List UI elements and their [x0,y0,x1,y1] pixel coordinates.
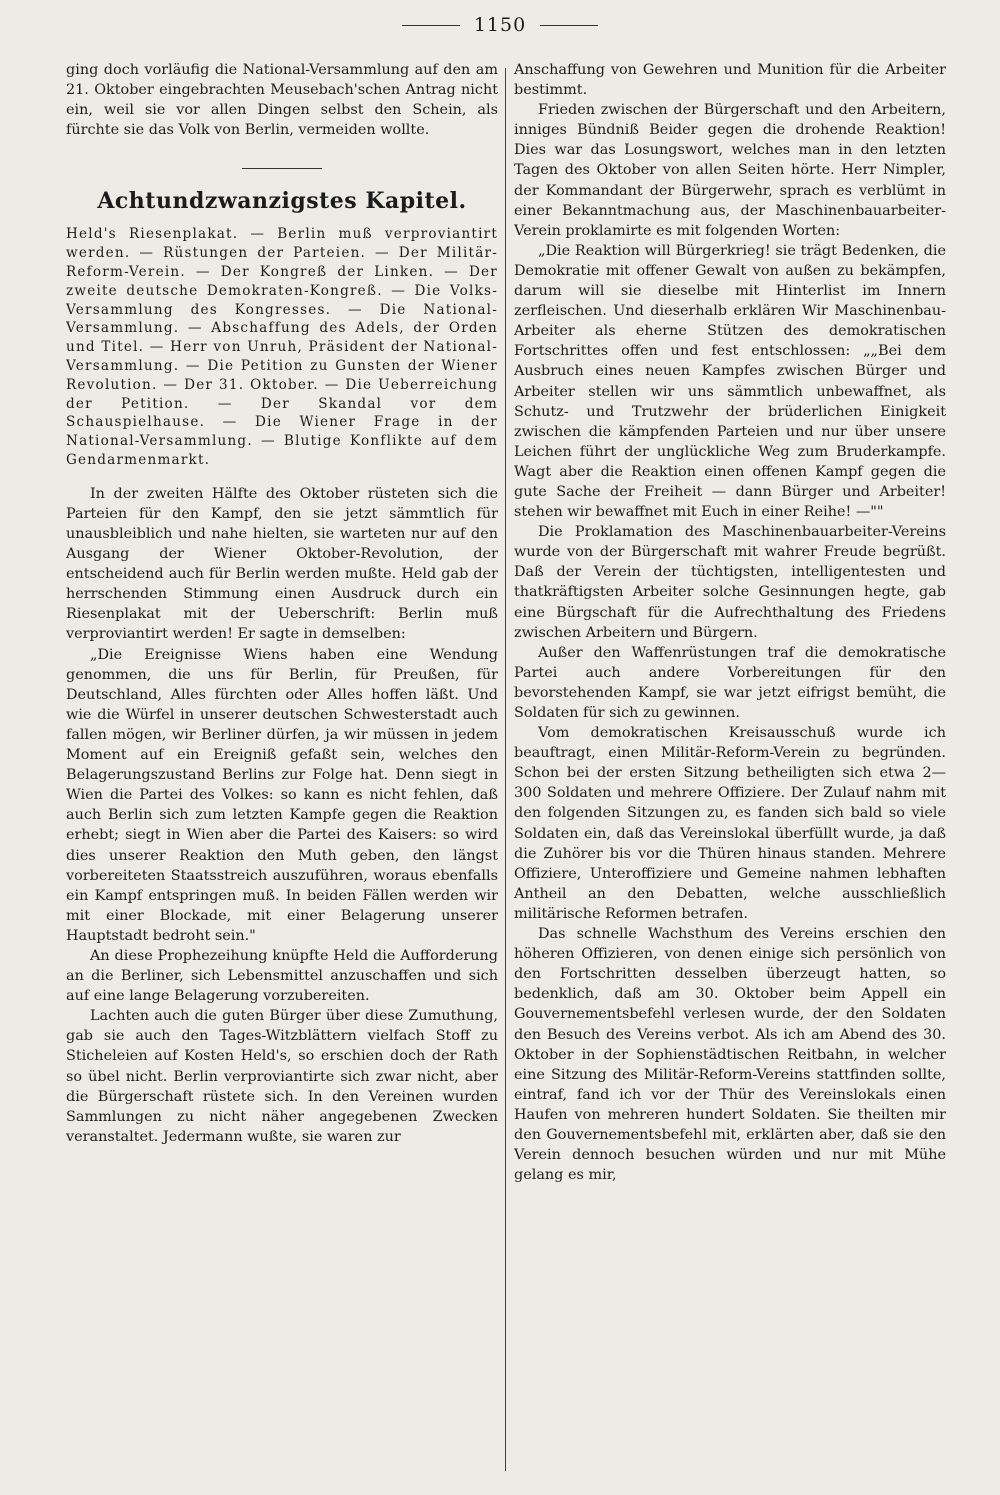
page-header [0,14,1000,36]
header-rule-right [540,25,598,26]
header-rule-left [402,25,460,26]
paragraph: Das schnelle Wachsthum des Vereins erschien den höheren Offizieren, von denen einige sich persönlich von den Fortschritten desselben überzeugt hatten, so bedenklich, daß am 30. Oktober beim Appell ein Gouvernementsbefehl verlesen wurde, der den Soldaten den Besuch des Vereins verbot. Als ich am Abend des 30. Oktober in der Sophienstädtischen Reitbahn, in welcher eine Sitzung des Militär-Reform-Vereins stattfinden sollte, eintraf, fand ich vor der Thür des Vereinslokals einen Haufen von mehreren hundert Soldaten. Sie theilten mir den Gouvernementsbefehl mit, erklärten aber, daß sie den Verein dennoch besuchen würden und nur mit Mühe gelang es mir, [514,926,946,1184]
page-number: 1150 [473,14,527,36]
right-column [514,60,946,1475]
intro-paragraph: ging doch vorläufig die National-Versammlung auf den am 21. Oktober eingebrachten Meusebach'schen Antrag nicht ein, weil sie vor allen Dingen selbst den Schein, als fürchte sie das Volk von Berlin, vermeiden wollte. [66,62,498,139]
paragraph: An diese Prophezeihung knüpfte Held die Aufforderung an die Berliner, sich Lebensmittel anzuschaffen und sich auf eine lange Belagerung vorzubereiten. [66,947,498,1005]
quote-paragraph: „Die Ereignisse Wiens haben eine Wendung genommen, die uns für Berlin, für Preußen, für Deutschland, Alles fürchten oder Alles hoffen läßt. Und wie die Würfel in unserer deutschen Schwesterstadt auch fallen mögen, wir Berliner dürfen, ja wir müssen in jedem Moment auf ein Ereigniß gefaßt sein, welches den Belagerungszustand Berlins zur Folge hat. Denn siegt in Wien die Partei des Volkes: so kann es nicht fehlen, daß auch Berlin sich zum letzten Kampfe gegen die Reaktion erhebt; siegt in Wien aber die Partei des Kaisers: so wird dies unserer Reaktion den Muth geben, den längst vorbereiteten Staatsstreich auszuführen, woraus ebenfalls ein Kampf entspringen muß. In beiden Fällen werden wir mit einer Blockade, mit einer Belagerung unserer Hauptstadt bedroht sein." [66,646,498,944]
left-column [66,60,498,1475]
paragraph: Anschaffung von Gewehren und Munition für die Arbeiter bestimmt. [514,62,946,99]
chapter-summary: Held's Riesenplakat. — Berlin muß verproviantirt werden. — Rüstungen der Parteien. — Der Militär-Reform-Verein. — Der Kongreß der Linken. — Der zweite deutsche Demokraten-Kongreß. — Die Volks-Versammlung des Kongresses. — Die National-Versammlung. — Abschaffung des Adels, der Orden und Titel. — Herr von Unruh, Präsident der National-Versammlung. — Die Petition zu Gunsten der Wiener Revolution. — Der 31. Oktober. — Die Ueberreichung der Petition. — Der Skandal vor dem Schauspielhause. — Die Wiener Frage in der National-Versammlung. — Blutige Konflikte auf dem Gendarmenmarkt. [66,226,498,469]
column-divider [505,68,506,1471]
paragraph: Die Proklamation des Maschinenbauarbeiter-Vereins wurde von der Bürgerschaft mit wahrer Freude begrüßt. Daß der Verein der tüchtigsten, intelligentesten und thatkräftigsten Arbeiter solche Gesinnungen hegte, gab eine Bürgschaft für die Aufrechthaltung des Friedens zwischen Arbeitern und Bürgern. [514,524,946,641]
chapter-separator [242,168,322,169]
paragraph: In der zweiten Hälfte des Oktober rüsteten sich die Parteien für den Kampf, den sie jetzt sämmtlich für unausbleiblich und nahe hielten, sie warteten nur auf den Ausgang der Wiener Oktober-Revolution, der entscheidend auch für Berlin werden mußte. Held gab der herrschenden Stimmung einen Ausdruck durch ein Riesenplakat mit der Ueberschrift: Berlin muß verproviantirt werden! Er sagte in demselben: [66,485,498,643]
paragraph: Außer den Waffenrüstungen traf die demokratische Partei auch andere Vorbereitungen für den bevorstehenden Kampf, sie war jetzt eifrigst bemüht, die Soldaten für sich zu gewinnen. [514,644,946,721]
chapter-title: Achtundzwanzigstes Kapitel. [97,188,467,215]
paragraph: Lachten auch die guten Bürger über diese Zumuthung, gab sie auch den Tages-Witzblättern vielfach Stoff zu Sticheleien auf Kosten Held's, so erschien doch der Rath so übel nicht. Berlin verproviantirte sich zwar nicht, aber die Bürgerschaft rüstete sich. In den Vereinen wurden Sammlungen zu nicht näher angegebenen Zwecken veranstaltet. Jedermann wußte, sie waren zur [66,1008,498,1145]
paragraph: Vom demokratischen Kreisausschuß wurde ich beauftragt, einen Militär-Reform-Verein zu begründen. Schon bei der ersten Sitzung betheiligten sich etwa 2—300 Soldaten und mehrere Offiziere. Der Zulauf nahm mit den folgenden Sitzungen zu, es fanden sich bald so viele Soldaten ein, daß das Vereinslokal überfüllt wurde, ja daß die Zuhörer bis vor die Thüren hinaus standen. Mehrere Offiziere, Unteroffiziere und Gemeine nahmen lebhaften Antheil an den Debatten, welche ausschließlich militärische Reformen betrafen. [514,725,946,922]
quote-paragraph: „Die Reaktion will Bürgerkrieg! sie trägt Bedenken, die Demokratie mit offener Gewalt von außen zu bekämpfen, darum will sie dieselbe mit Hinterlist im Innern zerfleischen. Und dieserhalb erklären Wir Maschinenbau-Arbeiter als eherne Stützen des demokratischen Fortschrittes offen und fest entschlossen: „„Bei dem Ausbruch eines neuen Kampfes zwischen Bürger und Arbeiter stellen wir uns sämmtlich unbewaffnet, als Schutz- und Trutzwehr der brüderlichen Einigkeit zwischen die kämpfenden Parteien und nur über unsere Leichen führt der unglückliche Weg zum Bruderkampfe. Wagt aber die Reaktion einen offenen Kampf gegen die gute Sache der Freiheit — dann Bürger und Arbeiter! stehen wir bewaffnet mit Euch in einer Reihe! —"" [514,242,946,521]
paragraph: Frieden zwischen der Bürgerschaft und den Arbeitern, inniges Bündniß Beider gegen die drohende Reaktion! Dies war das Losungswort, welches man in den letzten Tagen des Oktober von allen Seiten hörte. Herr Nimpler, der Kommandant der Bürgerwehr, sprach es verblümt in einer Bekanntmachung aus, der Maschinenbauarbeiter-Verein proklamirte es mit folgenden Worten: [514,102,946,239]
